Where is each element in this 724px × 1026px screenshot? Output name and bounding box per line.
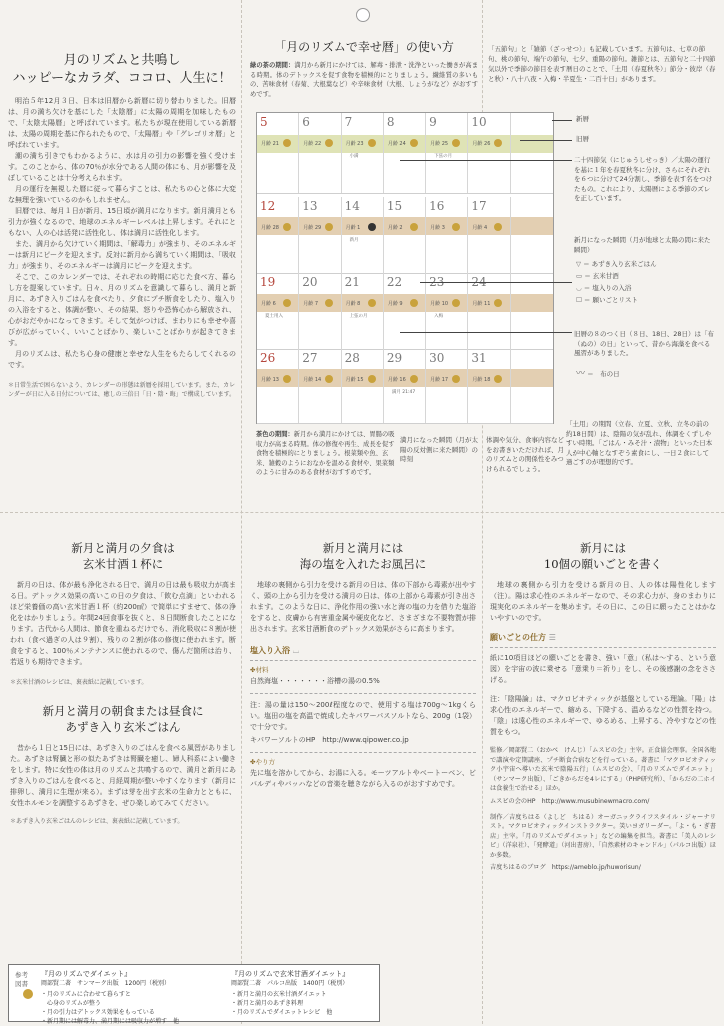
- panel1-para: 月のリズムは、私たち心身の健康と幸せな人生をもたらしてくれるのです。: [8, 350, 236, 369]
- panel1-footnote: ＊日常生活で困らないよう、カレンダーの形態は新暦を採用しています。また、カレンダーが日に入る日付については、癒しの三倍日「日・陰・晦」で構成しています。: [8, 382, 236, 398]
- panel5-body: 地球の裏側から引力を受ける新月の日は、体の下部から毒素が出やすく、頭の上から引力を受ける満月の日は、体の上部から毒素が引き出されます。このような日に、浄化作用の強い水と海の塩の力を借りた塩浴をすると、皮膚から有害重金属や硬皮化など、さまざまな不要物質が排出されます。玄米甘酒断食のデトックス効果がさらに高まります。: [250, 581, 476, 633]
- panel-amazake: [10, 540, 236, 832]
- calendar-day[interactable]: [299, 273, 341, 349]
- ref-book-publisher: 岡部賢二著 パルコ出版 1400円（税別）: [231, 980, 349, 987]
- howto-text: 紙に10項目ほどの願いごとを書き、強い「意」（私は〜する、という意図）を宇宙の波に乗せる「意乗り＝祈り」をし、その後感謝の念をささげる。: [490, 654, 716, 684]
- day-number: 13: [302, 199, 318, 213]
- calendar-day[interactable]: [511, 273, 553, 349]
- supervisor-info: 監修／岡部賢二（おかべ けんじ）「ムスビの会」主宰。正食協会理事。全国各地で講演や定期講座、プチ断食合宿などを行っている。著書に「マクロビオティック小宇宙へ導いた玄米で陰陽五行」（ムスビの会）、「月のリズムでダイエット」（サンマーク出版）、「ごきからだを4レにする」（PHP研究所）、「からだの二ホイは食養生で治せる」ほか。: [490, 747, 716, 792]
- panel5-title-line2: 海の塩を入れたお風呂に: [299, 557, 427, 571]
- moon-age: 月齢 13: [261, 377, 279, 383]
- moon-phase-icon: [325, 223, 333, 231]
- day-number: 29: [386, 351, 403, 365]
- calendar-day[interactable]: [468, 349, 510, 423]
- annot-nuno-day: 旧暦の８のつく日（８日、18日、28日）は「布（ぬの）の日」といって、昔から海藻を食べる風習がありました。: [574, 330, 715, 357]
- moon-phase-icon: [283, 139, 291, 147]
- day-note: 上弦の月: [349, 314, 368, 319]
- annot-doyo: 「土用」の期間（立春、立夏、立秋、立冬の前の約18日間）は、陰陽の気が乱れ、体調をくずしやすい時期。「ごはん・みそ汁・漬物」といった日本人が中心軸となすぞう素食にし、一日２食にして過ごすのが理想的です。: [566, 420, 713, 466]
- calendar-day[interactable]: [426, 273, 468, 349]
- day-number: 15: [386, 199, 403, 213]
- moon-phase-icon: [325, 375, 333, 383]
- moon-age: 月齢 8: [345, 301, 361, 307]
- calendar-day[interactable]: [257, 273, 299, 349]
- moon-phase-icon: [494, 139, 502, 147]
- panel-how-to-use: [250, 38, 478, 99]
- bath-icon: ◡: [576, 284, 584, 292]
- ref-book-point: ・新月期には解毒力、満月期には吸収力が増す 他: [41, 1018, 180, 1025]
- green-period-text: [256, 430, 396, 478]
- moon-age: 月齢 1: [345, 225, 361, 231]
- materials-text: 自然海塩・・・・・・・浴槽の湯の0.5%: [250, 677, 380, 685]
- day-number: 17: [471, 199, 487, 213]
- panel6-title-line2: 10個の願いごとを書く: [543, 557, 663, 571]
- panel1-para: 月の運行を無視した暦に従って暮らすことは、私たちの心と体に大変な無理を強いているのかもしれません。: [8, 185, 236, 204]
- moon-age: 月齢 17: [430, 377, 449, 383]
- legend-label: 玄米甘酒: [592, 272, 619, 280]
- crescent-moon-icon: [23, 989, 33, 999]
- calendar-day[interactable]: [468, 113, 510, 193]
- panel1-para: 明治５年12月３日、日本は旧暦から新暦に切り替わりました。旧暦は、月の満ち欠けを基にした「太陰暦」に太陽の周期を加味したもので、「太陰太陽暦」と呼ばれています。私たちが現在使用している新暦は、太陽の周期を基に作られたもので、「太陽暦」や「グレゴリオ暦」と呼ばれています。: [8, 97, 236, 149]
- day-number: 16: [429, 199, 445, 213]
- ref-book-title: 『月のリズムでダイエット』: [41, 970, 132, 978]
- day-number: 6: [302, 115, 310, 129]
- nuno-legend-label: ＝ 布の日: [587, 370, 620, 378]
- panel6-body: 地球の裏側から引力を受ける新月の日、人の体は陽性化します（注）。陽は求心性のエネルギーなので、その求心力が、身のまわりに現実化のエネルギーを集めます。その日に、この日に願ったことはかないやすいのです。: [490, 581, 716, 622]
- materials-head: ✤材料: [250, 666, 269, 674]
- hang-hole: [356, 8, 370, 22]
- calendar-day[interactable]: [468, 197, 510, 273]
- calendar-week: [257, 273, 553, 350]
- day-note: 満月 21:47: [391, 390, 416, 395]
- moon-age: 月齢 10: [430, 301, 449, 307]
- moon-age: 月齢 16: [387, 377, 406, 383]
- moon-age: 月齢 2: [387, 225, 403, 231]
- panel1-para: 旧暦では、毎月１日が新月、15日頃が満月になります。新月満月とも引力が強くなるので、地球のエネルギーレベルは上昇します。それにともない、人の心は活発に活性化し、体は満月に活性化します。: [8, 207, 236, 237]
- day-number: 5: [260, 115, 268, 129]
- day-number: 21: [344, 275, 360, 289]
- day-note: 新月: [349, 238, 359, 243]
- blog-link: 吉度ちはるのブログ https://ameblo.jp/huworisun/: [490, 864, 641, 871]
- day-number: 10: [471, 115, 487, 129]
- nuno-legend: [576, 370, 620, 380]
- panel1-para: また、満月から欠けていく期間は、「解毒力」が強まり、そのエネルギーは新月にピークを迎えます。反対に新月から満ちていく期間は、「吸収力」が強まり、そのエネルギーは満月にピークを迎えます。: [8, 240, 236, 270]
- calendar-day[interactable]: [342, 197, 384, 273]
- calendar-day[interactable]: [384, 273, 426, 349]
- day-number: 23: [429, 275, 445, 289]
- day-number: 26: [260, 351, 276, 365]
- calendar-day[interactable]: [384, 349, 426, 423]
- bathtub-icon: ⌴: [292, 646, 300, 655]
- calendar-day[interactable]: [257, 197, 299, 273]
- day-number: 14: [344, 199, 360, 213]
- moon-phase-icon: [368, 139, 376, 147]
- moon-phase-icon: [325, 139, 333, 147]
- day-number: 12: [260, 199, 276, 213]
- legend-list: [576, 258, 657, 306]
- moon-phase-icon: [452, 139, 460, 147]
- green-period-desc: 新月から満月にかけては、胃腸の吸収力が高まる時期。体の修復や再生、成長を促す食物を積極的にとりましょう。根菜類や魚、玄米、雑穀のようにおなかを温める食材や、果菜類のように甘みのある食材がおすすめです。: [256, 431, 395, 476]
- bath-note: 注：湯の量は150〜200ℓ程度なので、使用する塩は700g〜1kgくらい。塩田の塩を高温で焼成したキパワーパスソルトなら、200g（1袋）で十分です。: [250, 701, 476, 731]
- ref-book-1: [41, 969, 241, 1026]
- moon-age: 月齢 3: [430, 225, 445, 231]
- calendar-week: [257, 349, 553, 424]
- panel3-setsu-text: 「五節句」と「雑節（ざっせつ）」も記載しています。五節句は、七草の節句、桃の節句、端午の節句、七夕、重陽の節句。雑節とは、五節句と二十四節気以外で季節の節目を表す暦日のことで、「土用（春夏秋冬）」節分・彼岸（春と秋）・八十八夜・入梅・半夏生・二百十日」があります。: [488, 45, 716, 83]
- divider: [250, 660, 476, 661]
- panel1-para: 潮の満ち引きでもわかるように、水は月の引力の影響を強く受けます。このことから、体の70％が水分である人間の体にも、月が影響を及ぼしていることは十分考えられます。: [8, 152, 236, 182]
- method-head: ✤やり方: [250, 758, 275, 766]
- legend-item: ☐ ＝ 願いごとリスト: [576, 296, 638, 304]
- moon-age: 月齢 7: [303, 301, 319, 307]
- calendar-grid: [256, 112, 554, 424]
- legend-label: 塩入りの入浴: [592, 284, 632, 292]
- moon-phase-icon: [325, 299, 333, 307]
- divider: [490, 647, 716, 648]
- leader-line: [400, 332, 572, 333]
- ref-book-point: ・月の引力はデトックス効果をもっている: [41, 1009, 155, 1016]
- brown-period-head: 緑の茶の期間：: [250, 62, 295, 69]
- moon-age: 月齢 9: [387, 301, 403, 307]
- calendar-day[interactable]: [511, 349, 553, 423]
- wave-icon: 〰: [576, 369, 586, 379]
- ref-book-point: ・月のリズムに合わせて暮らすと: [41, 991, 131, 998]
- moon-phase-icon: [368, 299, 376, 307]
- legend-item: ◡ ＝ 塩入りの入浴: [576, 284, 632, 292]
- calendar-day[interactable]: [426, 349, 468, 423]
- panel4-title-line1: 新月と満月の夕食は: [71, 541, 175, 555]
- moon-phase-icon: [283, 299, 291, 307]
- moon-phase-icon: [452, 299, 460, 307]
- amazake-icon: ▭: [576, 272, 585, 280]
- annot-shinreki: 新暦: [576, 115, 589, 123]
- panel6-title-line1: 新月には: [580, 541, 626, 555]
- calendar-day[interactable]: [342, 349, 384, 423]
- legend-label: 願いごとリスト: [592, 296, 638, 304]
- panel4-title: [10, 540, 236, 572]
- divider: [250, 752, 476, 753]
- divider: [250, 693, 476, 694]
- musubi-link: ムスビの会のHP http://www.musubinewmacro.com/: [490, 797, 650, 805]
- panel1-body: [8, 96, 236, 371]
- panel4-title2-line2: あずき入り玄米ごはん: [65, 720, 181, 734]
- annot-full-moon-time: 満月になった瞬間（月が太陽の反対側に来た瞬間）の時刻: [400, 436, 478, 463]
- brown-period-desc: 満月から新月にかけては、解毒・排泄・洗浄といった働きが高まる時期。体のデトックスを促す食物を積極的にとりましょう。繊維質の多いもの、苦味食材（春菊、大根葉など）や辛味食材（大根、しょうがなど）がおすすめです。: [250, 62, 479, 98]
- notepad-icon: ☰: [548, 633, 556, 642]
- panel5-title-line1: 新月と満月には: [322, 541, 404, 555]
- calendar-day[interactable]: [384, 113, 426, 193]
- ref-book-point: ・新月と満月のあずき料理: [231, 1000, 304, 1007]
- moon-phase-icon: [410, 375, 418, 383]
- panel2-title: 「月のリズムで幸せ暦」の使い方: [274, 40, 454, 54]
- ref-book-publisher: 岡部賢二著 サンマーク出版 1200円（税別）: [41, 980, 170, 987]
- moon-phase-icon: [494, 299, 502, 307]
- day-number: 28: [344, 351, 360, 365]
- legend-item: ▭ ＝ 玄米甘酒: [576, 272, 619, 280]
- panel4-note: ＊玄米甘酒のレシピは、裏表紙に記載しています。: [10, 679, 148, 686]
- moon-phase-icon: [452, 375, 460, 383]
- ref-book-title: 『月のリズムで玄米甘酒ダイエット』: [231, 970, 350, 978]
- moon-age: 月齢 23: [345, 141, 364, 147]
- day-number: 31: [471, 351, 487, 365]
- howto-section-title: [490, 632, 716, 643]
- legend-label: あずき入り玄米ごはん: [591, 260, 657, 268]
- moon-age: 月齢 22: [303, 141, 322, 147]
- day-note: 下弦の月: [434, 154, 453, 159]
- moon-phase-icon: [494, 375, 502, 383]
- bath-title-label: 塩入り入浴: [250, 646, 290, 655]
- calendar-day[interactable]: [257, 113, 299, 193]
- ref-label: [15, 971, 37, 989]
- annot-sekki: 二十四節気（にじゅうしせっき）／太陽の運行を基に１年を春夏秋冬に分け、さらにそれぞれを６つに分けて24分割し、季節を表す名をつけたもの。これにより、太陽暦による季節のズレを正しています。: [574, 156, 713, 202]
- ref-book-2: [231, 969, 377, 1017]
- ref-label-line2: 図書: [15, 980, 28, 988]
- day-note: 小満: [349, 154, 359, 159]
- kipower-link: キパワーソルトのHP http://www.qipower.co.jp: [250, 736, 409, 744]
- method-text: 先に塩を溶かしてから、お湯に入る。モーツアルトやベートーベン、ビバルディやバッハなどの音楽を聴きながら入るのがおすすめです。: [250, 769, 476, 788]
- day-number: 20: [302, 275, 318, 289]
- day-number: 27: [302, 351, 318, 365]
- moon-age: 月齢 4: [472, 225, 488, 231]
- leader-line: [400, 160, 572, 161]
- panel-salt-bath: [250, 540, 476, 790]
- moon-age: 月齢 29: [303, 225, 322, 231]
- ref-label-line1: 参考: [15, 971, 28, 979]
- day-number: 30: [429, 351, 445, 365]
- ref-book-point: 心身のリズムが整う: [41, 1000, 101, 1007]
- day-number: 22: [386, 275, 403, 289]
- moon-age: 月齢 24: [387, 141, 406, 147]
- calendar-day[interactable]: [257, 349, 299, 423]
- calendar-day[interactable]: [342, 273, 384, 349]
- day-number: 8: [386, 115, 395, 129]
- panel1-para: そこで、このカレンダーでは、それぞれの時期に応じた食べ方、暮らし方を提案しています。日々、月のリズムを意識して暮らし、満月と新月に、あずき入りごはんを食べたり、夕食にプチ断食をしたり、塩入りの入浴をすると、体調が整い、その結果、怒りや恐怖心から解放され、心がおだやかになってきます。そして気がつけば、まわりにも幸せや喜びが広がっていく、いいことばかり、楽しいことばかりが起きてきます。: [8, 273, 236, 347]
- panel5-title: [250, 540, 476, 572]
- calendar-day[interactable]: [426, 197, 468, 273]
- panel4-body: 新月の日は、体が最も浄化される日で、満月の日は最も吸収力が高まる日。デトックス効果の高いこの日の夕食は、「飲む点滴」といわれるほど栄養価の高い玄米甘酒１杯（約200㎖）で简単にすませて、体の浄化をはかりましょう。年間24回食事を抜くと、８日間断食したことになります。古代から人間は、節食を重ねるだけでも、消化吸収に８割が使われ（食べ過ぎの人は９割）、残りの２割が体の修復に使われます。断食をすると、100％メンテナンスに使われるので、傷んだ箇所は治り、若返りも期待できます。: [10, 581, 236, 666]
- calendar-week: [257, 197, 553, 274]
- reference-books: [8, 964, 380, 1025]
- panel-lunar-rhythm: [8, 52, 236, 507]
- day-number: 9: [429, 115, 437, 129]
- green-period-head: 茶色の期間：: [256, 431, 294, 438]
- moon-phase-icon: [452, 223, 460, 231]
- leader-line: [552, 120, 572, 121]
- moon-phase-icon: [368, 375, 376, 383]
- day-note: 夏土用入: [265, 314, 283, 319]
- moon-phase-icon: [410, 139, 418, 147]
- moon-age: 月齢 14: [303, 377, 322, 383]
- ref-book-point: ・新月と満月の玄米甘酒ダイエット: [231, 991, 327, 998]
- moon-phase-icon: [368, 223, 376, 231]
- calendar-day[interactable]: [299, 197, 341, 273]
- panel1-title-line2: ハッピーなカラダ、ココロ、人生に！: [12, 71, 232, 86]
- bath-section-title: [250, 645, 476, 656]
- calendar-day[interactable]: [511, 113, 553, 193]
- panel6-title: [490, 540, 716, 572]
- calendar-day[interactable]: [511, 197, 553, 273]
- calendar-day[interactable]: [299, 113, 341, 193]
- annot-kyureki: 旧暦: [576, 135, 589, 143]
- moon-phase-icon: [283, 375, 291, 383]
- ref-book-point: ・月のリズムでダイエットレシピ 他: [231, 1009, 333, 1016]
- moon-age: 月齢 28: [261, 225, 279, 231]
- leader-line: [520, 140, 572, 141]
- moon-age: 月齢 21: [261, 141, 279, 147]
- calendar-day[interactable]: [342, 113, 384, 193]
- moon-age: 月齢 26: [472, 141, 491, 147]
- moon-age: 月齢 25: [430, 141, 449, 147]
- moon-age: 月齢 15: [345, 377, 364, 383]
- panel4-title2-line1: 新月と満月の朝食または昼食に: [42, 704, 204, 718]
- calendar-week: [257, 113, 553, 194]
- moon-age: 月齢 6: [261, 301, 276, 307]
- producer-info: 制作／吉度ちはる（よしど ちはる）オーガニックライフスタイル・ジャーナリスト。マクロビオティックインストラクター。笑いヨガリーダー。「よ・も・ぎ書店」主宰。「月のリズムでダイエット」などの編集を担当。著書に「美人のレシピ」（洋泉社）、「発酵道」（河出書房）、「自然素材のキャンドル」（パルコ出版）ほか多数。: [490, 813, 716, 859]
- annot-new-moon-moment: 新月になった瞬間（月が地球と太陽の間に来た瞬間）: [574, 236, 711, 254]
- calendar-day[interactable]: [384, 197, 426, 273]
- moon-age: 月齢 11: [472, 301, 491, 307]
- panel4-title-line2: 玄米甘酒１杯に: [82, 557, 164, 571]
- calendar-day[interactable]: [426, 113, 468, 193]
- moon-age: 月齢 18: [472, 377, 491, 383]
- wishlist-icon: ☐: [576, 296, 584, 304]
- leader-line: [420, 282, 572, 283]
- moon-phase-icon: [283, 223, 291, 231]
- panel1-title: [8, 52, 236, 88]
- day-number: 7: [344, 115, 353, 129]
- moon-phase-icon: [410, 223, 418, 231]
- panel-wishes: [490, 540, 716, 873]
- moon-phase-icon: [494, 223, 502, 231]
- annot-memo: 体調や気分、食事内容などをお書きいただければ、月のリズムとの関係性をみつけられるでしょう。: [486, 436, 564, 473]
- panel1-title-line1: 月のリズムと共鳴し: [63, 53, 181, 68]
- inyo-note: 注：「陰陽論」は、マクロビオティックが基盤としている理論。「陽」は求心性のエネルギーで、縮める、下降する、温めるなどの性質を持つ。「陰」は遠心性のエネルギーで、ゆるめる、上昇する、冷やすなどの性質をもつ。: [490, 695, 716, 736]
- moon-phase-icon: [410, 299, 418, 307]
- day-number: 24: [471, 275, 487, 289]
- day-note: 入梅: [434, 314, 444, 319]
- legend-item: ▽ ＝ あずき入り玄米ごはん: [576, 260, 657, 268]
- brown-period-text: [250, 61, 478, 99]
- panel4-body2: 昔から１日と15日には、あずき入りのごはんを食べる風習がありました。あずきは腎臓と形の似たあずきは腎臓を癒し、婦人科系によい働きをします。特に女性の体は月のリズムと共鳴するので、満月と新月にあずき入りのごはんを食べると、月経周期が整いやすくなります（新月に排卵し、満月に生理が来る）。まずは芽を出す玄米の生命力とともに、女性ホルモンを調整するあずきを、ぜひ楽しめてみてください。: [10, 744, 236, 807]
- calendar-day[interactable]: [468, 273, 510, 349]
- calendar-day[interactable]: [299, 349, 341, 423]
- howto-head: 願いごとの仕方: [490, 633, 546, 642]
- day-number: 19: [260, 275, 276, 289]
- panel4-title2: [10, 703, 236, 735]
- adzuki-icon: ▽: [576, 260, 584, 268]
- panel4-note2: ＊あずき入り玄米ごはんのレシピは、裏表紙に記載しています。: [10, 818, 184, 825]
